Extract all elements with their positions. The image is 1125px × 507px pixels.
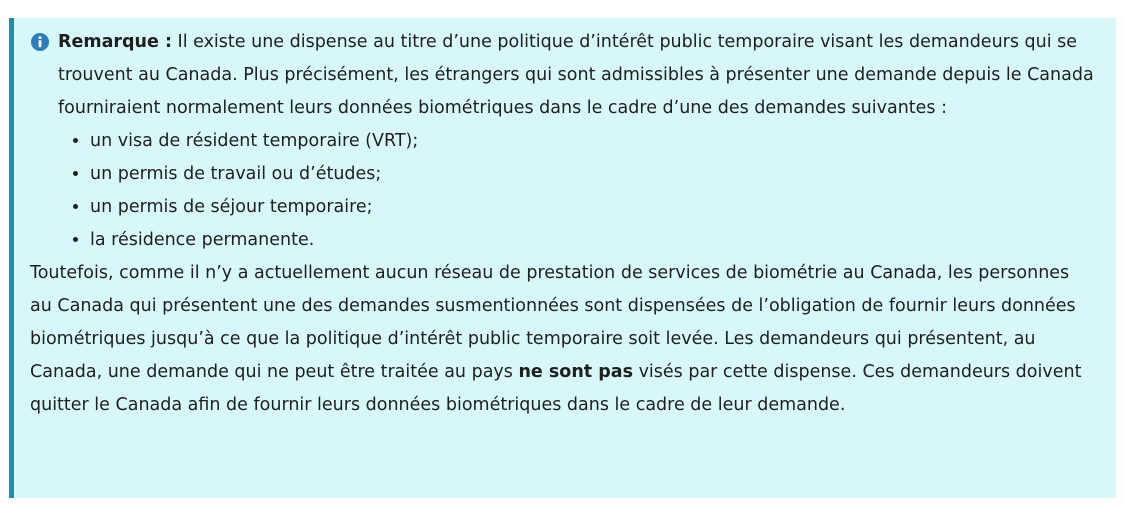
note-label: Remarque : (58, 32, 172, 52)
info-circle-icon (30, 32, 50, 52)
list-item: • un permis de travail ou d’études; (90, 158, 1102, 191)
note-intro-text: Il existe une dispense au titre d’une politique d’intérêt public temporaire visant les demandeurs qui se trouvent au Canada. Plus précisément, les étrangers qui sont admissibles à présenter une demande depuis le Canada fourniraient normalement leurs données biométriques dans le cadre d’une des demandes suivantes : (58, 32, 1094, 118)
note-paragraph (30, 26, 1102, 125)
biometrics-notice (9, 18, 1116, 498)
exemption-paragraph (30, 257, 1102, 422)
list-item: • la résidence permanente. (90, 224, 1102, 257)
list-item: • un permis de séjour temporaire; (90, 191, 1102, 224)
exemption-text-start: Toutefois, comme il n’y a actuellement aucun réseau de prestation de services de biométrie au Canada, les personnes au Canada qui présentent une des demandes susmentionnées sont dispensées de l’obligation de fournir leurs données biométriques jusqu’à ce que la politique d’intérêt public temporaire soit levée. Les demandeurs qui présentent, au Canada, une demande qui ne peut être traitée au pays (30, 263, 1076, 382)
list-item: • un visa de résident temporaire (VRT); (90, 125, 1102, 158)
exemption-text-end: visés par cette dispense. Ces demandeurs doivent quitter le Canada afin de fournir leurs données biométriques dans le cadre de leur demande. (30, 362, 1082, 415)
application-type-list (30, 125, 1102, 257)
emphasis-not-covered: ne sont pas (518, 362, 633, 382)
